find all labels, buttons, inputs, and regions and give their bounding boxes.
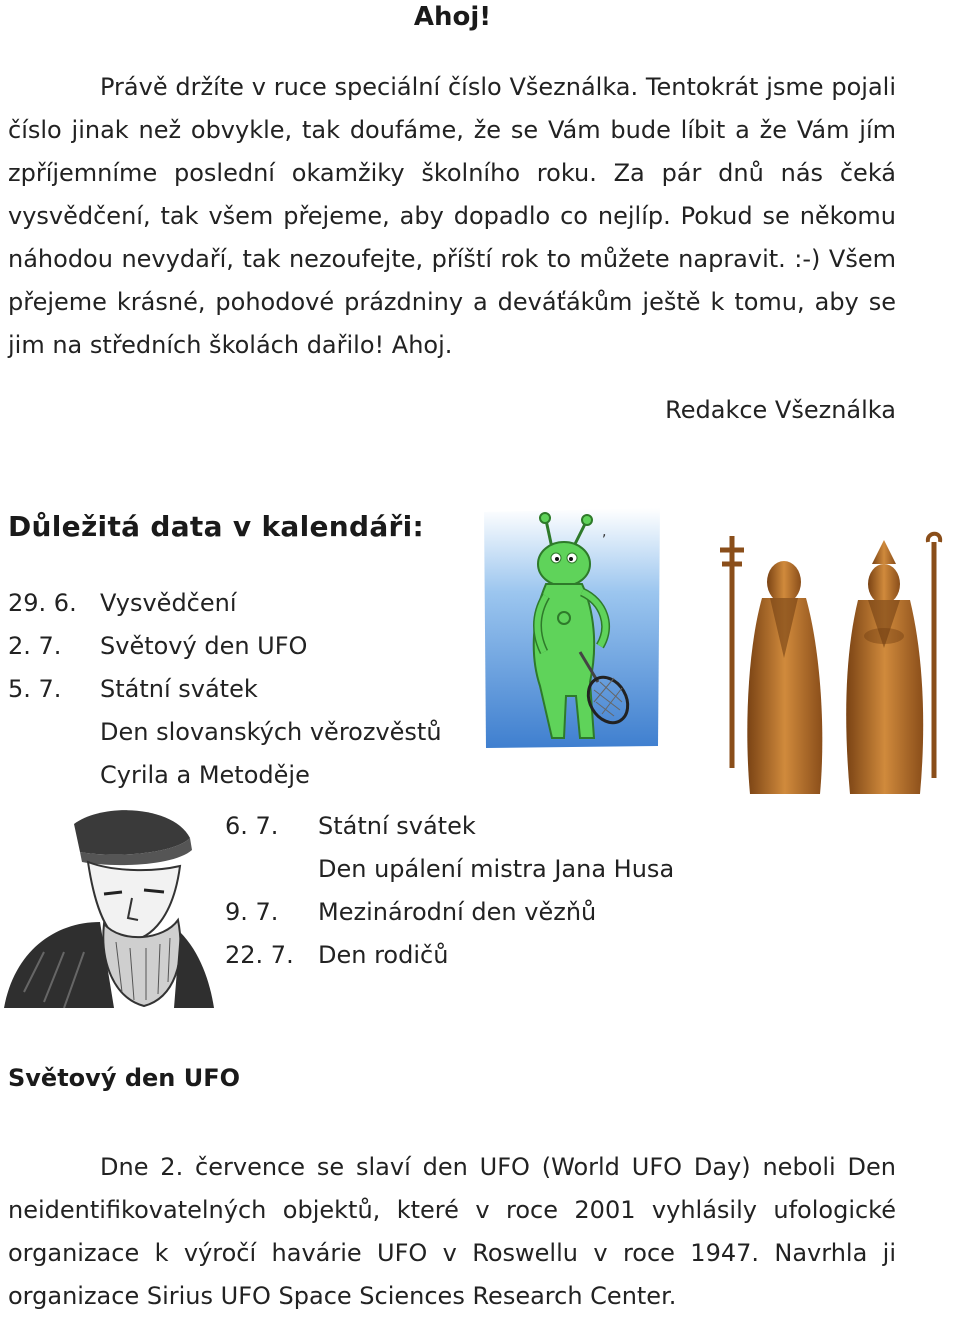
entry-date: 2. 7. xyxy=(8,632,62,660)
intro-paragraph xyxy=(8,66,896,367)
entry-text: Vysvědčení xyxy=(100,589,237,617)
calendar-entry xyxy=(8,625,508,668)
entry-text: Den upálení mistra Jana Husa xyxy=(318,855,675,883)
entry-text: Cyrila a Metoděje xyxy=(100,761,310,789)
entry-text: Den rodičů xyxy=(318,941,449,969)
calendar-entry xyxy=(225,805,725,891)
calendar-entry xyxy=(8,582,508,625)
alien-illustration xyxy=(482,506,662,750)
entry-text: Státní svátek xyxy=(100,675,258,703)
calendar-entry xyxy=(8,668,508,797)
calendar-entry xyxy=(225,934,725,977)
intro-text: Právě držíte v ruce speciální číslo Všeználka. Tentokrát jsme pojali číslo jinak než obvykle, tak doufáme, že se Vám bude líbit a že Vám jím zpříjemníme poslední okamžiky školního roku. Za pár dnů nás čeká vysvědčení, tak všem přejeme, aby dopadlo co nejlíp. Pokud se někomu náhodou nevydaří, tak nezoufejte, příští rok to můžete napravit. :-) Všem přejeme krásné, pohodové prázdniny a deváťákům ještě k tomu, aby se jim na středních školách dařilo! Ahoj. xyxy=(8,73,896,359)
entry-date: 5. 7. xyxy=(8,675,62,703)
page-title: Ahoj! xyxy=(413,2,492,32)
statues-illustration xyxy=(708,528,948,804)
ufo-paragraph xyxy=(8,1146,896,1318)
entry-date: 6. 7. xyxy=(225,812,279,840)
entry-date: 22. 7. xyxy=(225,941,294,969)
entry-text: Den slovanských věrozvěstů xyxy=(100,718,442,746)
entry-date: 9. 7. xyxy=(225,898,279,926)
entry-text: Státní svátek xyxy=(318,812,476,840)
ufo-text: Dne 2. července se slaví den UFO (World UFO Day) neboli Den neidentifikovatelných objektů, které v roce 2001 vyhlásily ufologické organizace k výročí havárie UFO v Roswellu v roce 1947. Navrhla ji organizace Sirius UFO Space Sciences Research Center. xyxy=(8,1153,896,1310)
signature: Redakce Všeználka xyxy=(665,396,896,424)
calendar-heading: Důležitá data v kalendáři: xyxy=(8,510,425,543)
calendar-entry xyxy=(225,891,725,934)
entry-text: Světový den UFO xyxy=(100,632,308,660)
entry-text: Mezinárodní den vězňů xyxy=(318,898,597,926)
entry-date: 29. 6. xyxy=(8,589,77,617)
hus-portrait xyxy=(4,802,214,1008)
ufo-heading: Světový den UFO xyxy=(8,1064,240,1092)
svg-text:,: , xyxy=(602,524,607,540)
